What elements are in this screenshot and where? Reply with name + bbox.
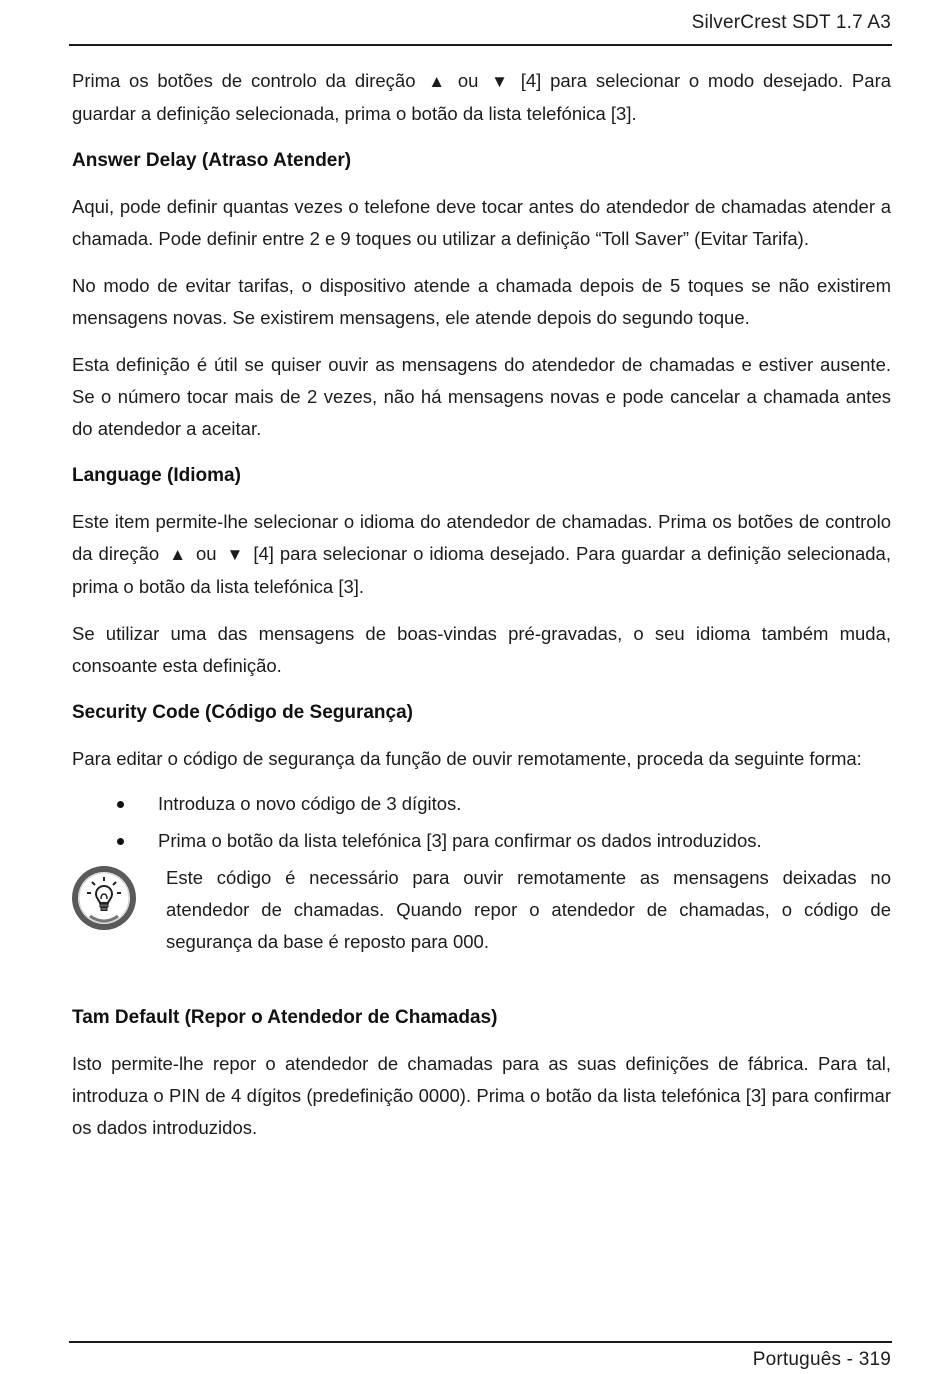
tip-note-text: Este código é necessário para ouvir remotamente as mensagens deixadas no atendedor de chamadas. Quando repor o atendedor de chamadas, o código de segurança da base é reposto para 000. <box>166 867 891 952</box>
down-arrow-icon: ▼ <box>491 72 508 91</box>
lightbulb-icon <box>70 864 138 932</box>
answer-delay-paragraph-2: No modo de evitar tarifas, o dispositivo atende a chamada depois de 5 toques se não existirem mensagens novas. Se existirem mensagens, ele atende depois do segundo toque. <box>72 275 891 328</box>
bullet-icon <box>117 801 124 808</box>
footer-language: Português <box>752 1349 842 1370</box>
list-item: Prima o botão da lista telefónica [3] para confirmar os dados introduzidos. <box>72 825 891 857</box>
down-arrow-icon: ▼ <box>226 545 244 564</box>
up-arrow-icon: ▲ <box>169 545 187 564</box>
language-paragraph-2: Se utilizar uma das mensagens de boas-vindas pré-gravadas, o seu idioma também muda, consoante esta definição. <box>72 623 891 676</box>
page-content <box>72 65 891 1159</box>
tip-note <box>72 862 891 958</box>
page-number: 319 <box>858 1349 891 1370</box>
up-arrow-icon: ▲ <box>428 72 446 91</box>
security-code-intro: Para editar o código de segurança da função de ouvir remotamente, proceda da seguinte forma: <box>72 748 862 769</box>
answer-delay-paragraph-1: Aqui, pode definir quantas vezes o telefone deve tocar antes do atendedor de chamadas atender a chamada. Pode definir entre 2 e 9 toques ou utilizar a definição “Toll Saver” (Evitar Tarifa). <box>72 196 891 249</box>
page-footer <box>69 1349 891 1371</box>
answer-delay-paragraph-3: Esta definição é útil se quiser ouvir as mensagens do atendedor de chamadas e estiver ausente. Se o número tocar mais de 2 vezes, não há mensagens novas e pode cancelar a chamada antes do atendedor a aceitar. <box>72 354 891 439</box>
intro-paragraph: Prima os botões de controlo da direção ▲ ou ▼ [4] para selecionar o modo desejado. Para guardar a definição selecionada, prima o botão da lista telefónica [3]. <box>72 65 891 130</box>
footer-rule <box>69 1341 892 1343</box>
language-heading: Language (Idioma) <box>72 465 241 486</box>
security-code-heading: Security Code (Código de Segurança) <box>72 702 413 723</box>
tam-default-paragraph: Isto permite-lhe repor o atendedor de chamadas para as suas definições de fábrica. Para tal, introduza o PIN de 4 dígitos (predefinição 0000). Prima o botão da lista telefónica [3] para confirmar os dados introduzidos. <box>72 1053 891 1138</box>
bullet-icon <box>117 838 124 845</box>
security-code-steps <box>72 788 891 857</box>
page-header <box>69 12 891 34</box>
list-item: Introduza o novo código de 3 dígitos. <box>72 788 891 820</box>
language-paragraph-1: Este item permite-lhe selecionar o idioma do atendedor de chamadas. Prima os botões de controlo da direção ▲ ou ▼ [4] para selecionar o idioma desejado. Para guardar a definição selecionada, prima o botão da lista telefónica [3]. <box>72 511 891 597</box>
header-rule <box>69 44 892 46</box>
header-title: SilverCrest SDT 1.7 A3 <box>691 12 891 33</box>
footer-separator: - <box>846 1349 854 1370</box>
tam-default-heading: Tam Default (Repor o Atendedor de Chamadas) <box>72 1007 498 1028</box>
answer-delay-heading: Answer Delay (Atraso Atender) <box>72 150 352 171</box>
